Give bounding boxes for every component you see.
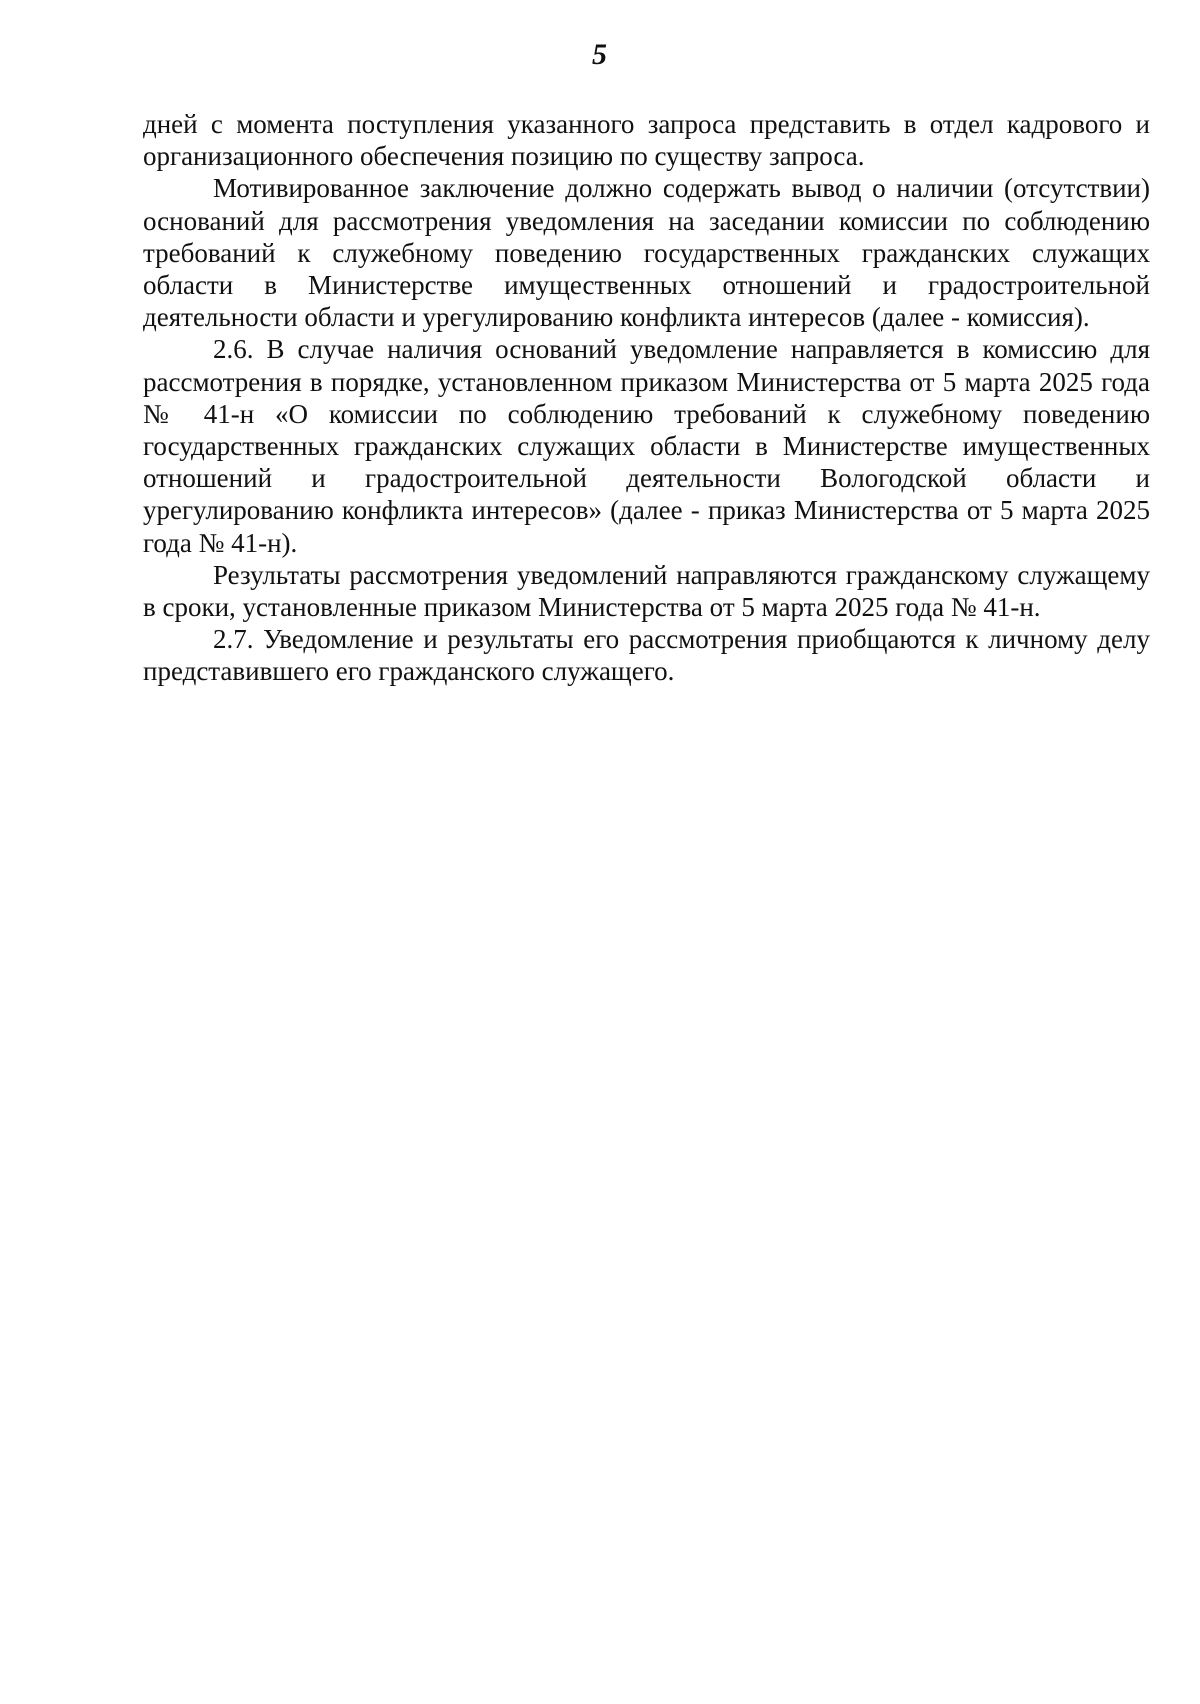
paragraph-2-6: 2.6. В случае наличия оснований уведомление направляется в комиссию для рассмотрения в порядке, установленном приказом Министерства от 5 марта 2025 года № 41-н «О комиссии по соблюдению требований к служебному поведению государственных гражданских служащих области в Министерстве имущественных отношений и градостроительной деятельности Вологодской области и урегулированию конфликта интересов» (далее - приказ Министерства от 5 марта 2025 года № 41-н).	[143, 334, 1150, 558]
paragraph-results: Результаты рассмотрения уведомлений направляются гражданскому служащему в сроки, установленные приказом Министерства от 5 марта 2025 года № 41-н.	[143, 559, 1150, 623]
paragraph-2-7: 2.7. Уведомление и результаты его рассмотрения приобщаются к личному делу представившего его гражданского служащего.	[143, 624, 1150, 687]
document-body	[143, 108, 1150, 688]
page-number: 5	[592, 38, 608, 71]
paragraph-continuation: дней с момента поступления указанного запроса представить в отдел кадрового и организационного обеспечения позицию по существу запроса.	[143, 109, 1150, 172]
paragraph-motivated-conclusion: Мотивированное заключение должно содержать вывод о наличии (отсутствии) оснований для рассмотрения уведомления на заседании комиссии по соблюдению требований к служебному поведению государственных гражданских служащих области в Министерстве имущественных отношений и градостроительной деятельности области и урегулированию конфликта интересов (далее - комиссия).	[143, 173, 1150, 333]
